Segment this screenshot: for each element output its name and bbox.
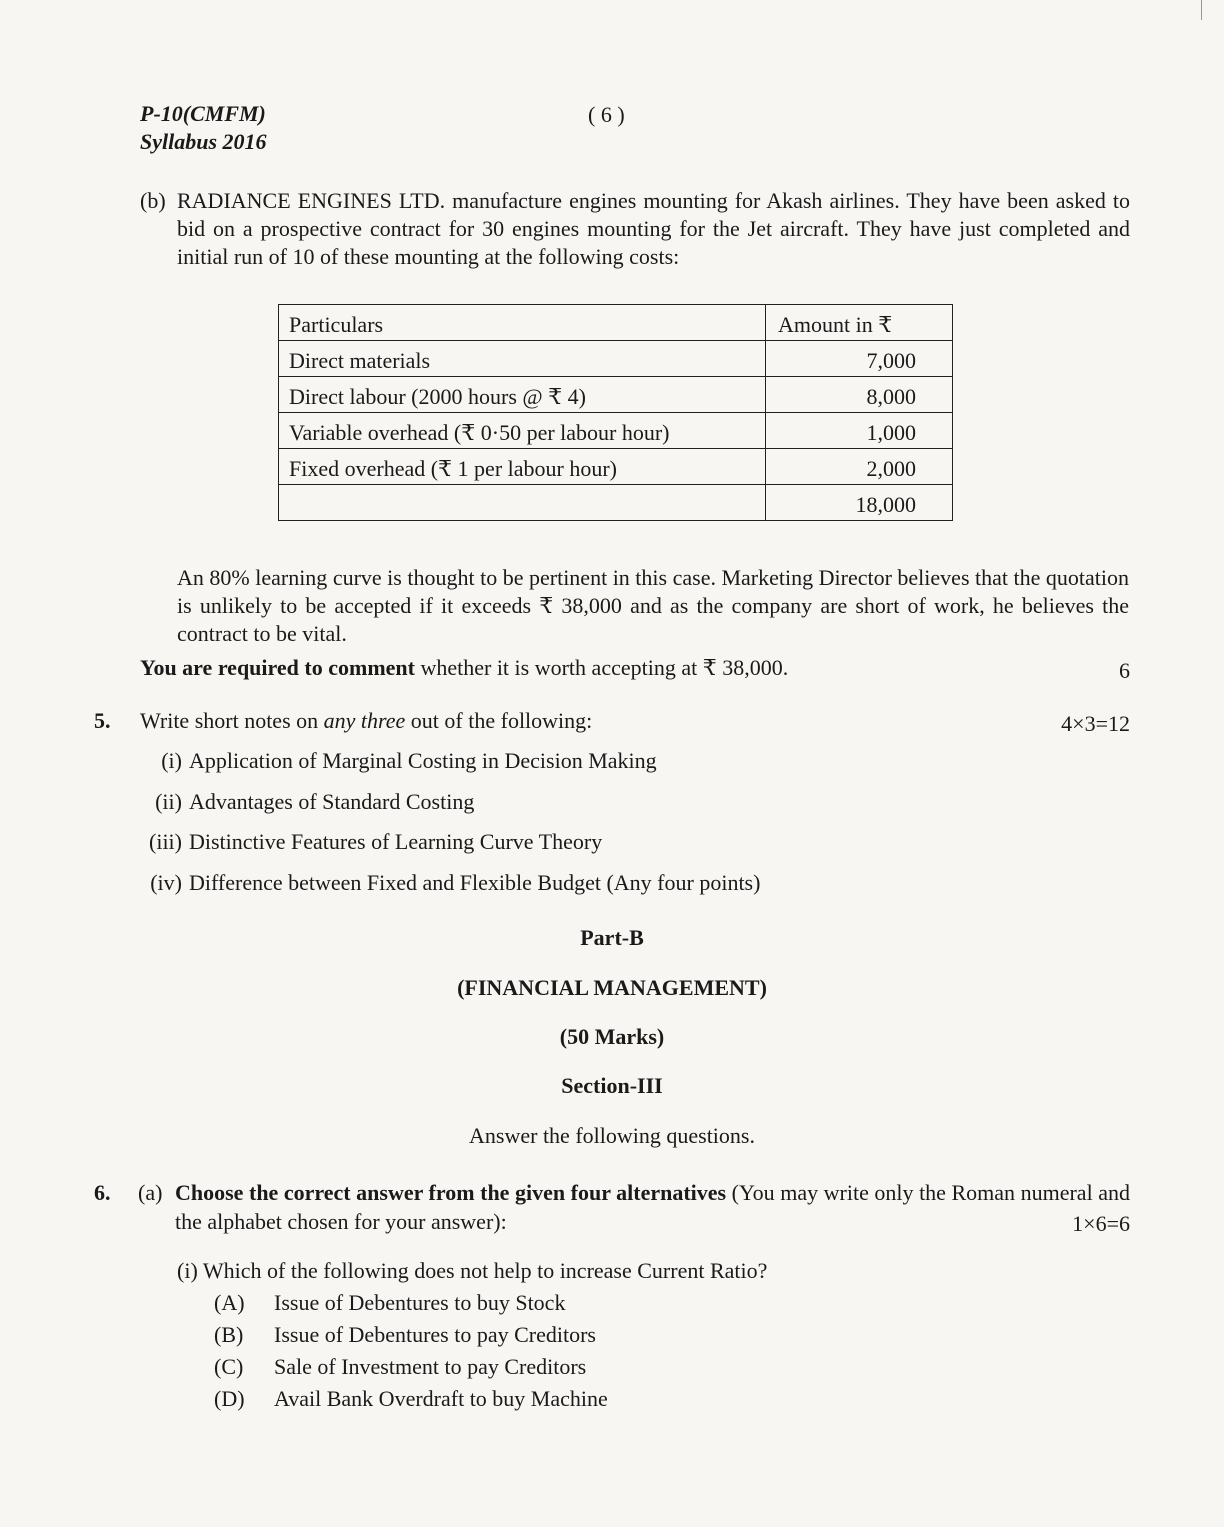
list-item-text: Application of Marginal Costing in Decision Making (189, 748, 657, 773)
question-6 (94, 1178, 1130, 1236)
option-letter: (B) (214, 1322, 244, 1347)
page-number: ( 6 ) (588, 102, 625, 127)
option-text: Issue of Debentures to buy Stock (274, 1290, 566, 1315)
list-item (140, 748, 900, 789)
question-5-items (140, 748, 900, 910)
option-letter: (A) (214, 1290, 245, 1315)
syllabus-year: Syllabus 2016 (140, 129, 267, 154)
list-item-roman: (i) (161, 748, 182, 773)
table-row (279, 449, 953, 485)
table-row (279, 341, 953, 377)
list-item-roman: (ii) (155, 788, 182, 814)
list-item-text: Advantages of Standard Costing (189, 788, 475, 814)
option-text: Avail Bank Overdraft to buy Machine (274, 1386, 608, 1411)
option-letter: (C) (214, 1354, 244, 1379)
section-title: Section-III (561, 1073, 663, 1098)
mcq-question-i: (i) Which of the following does not help to increase Current Ratio? (177, 1258, 768, 1283)
scan-edge-line (1201, 0, 1202, 20)
question-5-number: 5. (94, 708, 111, 733)
option-letter: (D) (214, 1386, 245, 1411)
question-5-text (140, 708, 592, 734)
table-cell-particular: Direct labour (2000 hours @ ₹ 4) (279, 377, 766, 413)
question-4b-label: (b) (140, 188, 166, 213)
table-header-particulars: Particulars (279, 305, 766, 341)
table-cell-amount: 2,000 (766, 449, 953, 485)
question-6a-rest-text: (You may write only the Roman numeral and the alphabet chosen for your answer): (175, 1180, 1130, 1234)
list-item (214, 1354, 674, 1386)
question-6a-marks: 1×6=6 (1072, 1211, 1130, 1236)
section-instruction: Answer the following questions. (469, 1123, 755, 1148)
table-cell-particular (279, 485, 766, 521)
paper-code: P-10(CMFM) (140, 101, 266, 126)
list-item-text: Distinctive Features of Learning Curve Theory (189, 829, 603, 854)
list-item (214, 1290, 674, 1322)
list-item (140, 870, 900, 911)
option-text: Sale of Investment to pay Creditors (274, 1354, 587, 1379)
table-cell-particular: Variable overhead (₹ 0·50 per labour hour) (279, 413, 766, 449)
option-text: Issue of Debentures to pay Creditors (274, 1322, 596, 1347)
question-4b-text: RADIANCE ENGINES LTD. manufacture engines mounting for Akash airlines. They have been asked to bid on a prospective contract for 30 engines mounting for the Jet aircraft. They have just completed and initial run of 10 of these mounting at the following costs: (177, 188, 1130, 269)
part-b-marks: (50 Marks) (559, 1024, 665, 1049)
table-header-amount: Amount in ₹ (766, 305, 953, 341)
list-item-roman: (iv) (150, 869, 182, 895)
question-5-text-italic: any three (323, 708, 406, 733)
list-item-roman: (iii) (149, 829, 182, 854)
question-6a-bold-text: Choose the correct answer from the given four alternatives (175, 1180, 727, 1205)
question-4b-marks: 6 (1119, 658, 1130, 683)
table-total-row (279, 485, 953, 521)
question-6-number: 6. (94, 1180, 111, 1205)
cost-table (278, 304, 953, 521)
table-cell-amount: 8,000 (766, 377, 953, 413)
table-cell-particular: Fixed overhead (₹ 1 per labour hour) (279, 449, 766, 485)
part-b-subject: (FINANCIAL MANAGEMENT) (457, 975, 767, 1000)
question-6a-text (175, 1178, 1130, 1236)
question-5-text-before: Write short notes on (140, 708, 324, 733)
paper-header (140, 100, 267, 156)
table-cell-particular: Direct materials (279, 341, 766, 377)
table-row (279, 413, 953, 449)
list-item-text: Difference between Fixed and Flexible Budget (Any four points) (189, 869, 761, 895)
table-row (279, 377, 953, 413)
learning-curve-paragraph: An 80% learning curve is thought to be pertinent in this case. Marketing Director believes that the quotation is unlikely to be accepted if it exceeds ₹ 38,000 and as the company are short of work, he believes the contract to be vital. (177, 565, 1129, 646)
question-6a-label: (a) (138, 1180, 163, 1205)
part-b-title: Part-B (580, 925, 644, 950)
table-cell-amount: 1,000 (766, 413, 953, 449)
required-line (140, 655, 1130, 681)
table-cell-amount: 7,000 (766, 341, 953, 377)
list-item (140, 829, 900, 870)
question-5-marks: 4×3=12 (1061, 711, 1130, 736)
list-item (140, 789, 900, 830)
list-item (214, 1322, 674, 1354)
required-bold-text: You are required to comment (140, 655, 415, 680)
question-4b (140, 187, 1130, 271)
required-rest-text: whether it is worth accepting at ₹ 38,000. (414, 655, 789, 680)
list-item (214, 1386, 674, 1418)
mcq-options (214, 1290, 674, 1418)
table-header-row (279, 305, 953, 341)
table-cell-total: 18,000 (766, 485, 953, 521)
question-5-text-after: out of the following: (405, 708, 593, 733)
